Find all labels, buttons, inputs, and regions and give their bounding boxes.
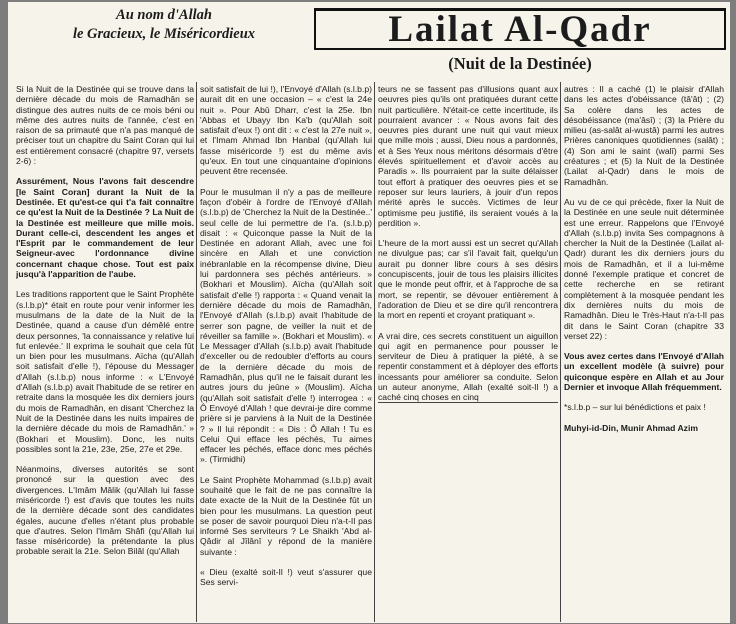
paragraph: Les traditions rapportent que le Saint Prophète (s.l.b.p)* était en route pour venir informer les musulmans de la date de la Nuit de la Destinée, quand a cause d'un démêlé entre deux personnes, 'la connaissance y relative lui fut enlevée.' Il exprima le souhait que cela fût un bien pour les musulmans. Aïcha (qu'Allah soit satisfait d'elle !), l'épouse du Messager d'Allah (s.l.b.p) nous informe : « L'Envoyé d'Allah (s.l.b.p) avait l'habitude de se retirer en retraite dans la mosquée les dix derniers jours du mois de Ramadhân, en disant 'Cherchez la Nuit de la Destinée dans les nuits impaires de la dernière décade du mois de Ramadhân.' » (Bokhari et Mouslim). Donc, les nuits possibles sont la 21e, 23e, 25e, 27e et 29e.	[16, 289, 194, 454]
paragraph: Au vu de ce qui précède, fixer la Nuit de la Destinée en une seule nuit déterminée est une erreur. Rappelons que l'Envoyé d'Allah (s.l.b.p) invita Ses compagnons à chercher la Nuit de la Destinée (Lailat al-Qadr) durant les dix derniers jours du mois de Ramadhân, et il a lui-même donné l'exemple pratique et concret de cette recherche en se retirant complètement à la mosquée pendant les dix dernières nuits du mois de Ramadhân. Dieu le Très-Haut n'a-t-Il pas dit dans le Saint Coran (chapitre 33 verset 22) :	[564, 196, 724, 341]
paragraph: *s.l.b.p – sur lui bénédictions et paix !	[564, 402, 706, 413]
column-divider	[196, 82, 197, 622]
column-3-bottom-rule	[378, 402, 558, 403]
paragraph: A vrai dire, ces secrets constituent un aiguillon qui agit en permanence pour pousser le serviteur de Dieu à pratiquer la piété, à se repentir constamment et à déployer des efforts incessants pour améliorer sa conduite. Selon un auteur anonyme, Allah (exalté soit-Il !) a caché cinq choses en cinq	[378, 330, 558, 403]
paragraph: teurs ne se fassent pas d'illusions quant aux oeuvres pies qu'ils ont pratiquées durant cette nuit particulière. N'était-ce cette incertitude, ils pourraient avancer : « Nous avons fait des oeuvres pies durant une nuit qui vaut mieux que mille mois ; aussi, Dieu nous a pardonnés, et à Ses Yeux nous méritons désormais d'être élevés spirituellement et d'avoir accès au Paradis ». Ils pourraient par la suite délaisser tout effort à pratiquer des oeuvres pies et se reposer sur leurs lauriers, à jouir d'un repos mérité après le succès. Victimes de leur optimisme peu justifié, ils seraient voués à la perdition ».	[378, 84, 558, 228]
column-divider	[374, 82, 375, 622]
motto	[20, 6, 308, 46]
paragraph: « Dieu (exalté soit-Il !) veut s'assurer que Ses servi-	[200, 567, 372, 588]
column-2	[200, 84, 372, 620]
column-divider	[560, 82, 561, 622]
newspaper-clipping	[8, 2, 730, 623]
motto-line-1: Au nom d'Allah	[116, 7, 212, 23]
paragraph: L'heure de la mort aussi est un secret qu'Allah ne divulgue pas; car s'il l'avait fait, quelqu'un aurait pu donner libre cours à ses désirs concupiscents, jouir de tous les plaisirs illicites que le monde peut offrir, et à l'approche de sa mort, se repentir, se dévouer entièrement à l'adoration de Dieu et se dire qu'il rencontrera la mort en repenti et croyant pratiquant ».	[378, 238, 558, 321]
paragraph: Assurément, Nous l'avons fait descendre [le Saint Coran] durant la Nuit de la Destinée. Et qu'est-ce qui t'a fait connaître ce qu'est la Nuit de la Destinée ? La Nuit de la Destinée est meilleure que mille mois. Durant celle-ci, descendent les anges et l'Esprit par le commandement de leur Seigneur-avec l'ordonnance divine concernant chaque chose. Tout est paix jusqu'à l'apparition de l'aube.	[16, 176, 194, 280]
paragraph: soit satisfait de lui !), l'Envoyé d'Allah (s.l.b.p) aurait dit en une occasion – « c'est la 24e nuit ». Pour Abû Dharr, c'est la 25e. Ibn 'Abbas et Ubayy Ibn Ka'b (qu'Allah soit satisfait d'eux !) ont dit : « c'est la 27e nuit », et l'Imam Ahmad Ibn Hanbal (qu'Allah lui fasse miséricorde !) est du même avis qu'eux. En tout une cinquantaine d'opinions peuvent être recensée.	[200, 84, 372, 177]
title-box	[314, 8, 726, 50]
paragraph: Si la Nuit de la Destinée qui se trouve dans la dernière décade du mois de Ramadhân se distingue des autres nuits de ce mois béni ou même des autres nuits de l'année, c'est en raison de sa primauté que n'a pas manqué de préciser tout un chapitre du Saint Coran qui lui est entièrement consacré (chapitre 97, versets 2-6) :	[16, 84, 194, 167]
column-4	[564, 84, 724, 620]
paragraph: Néanmoins, diverses autorités se sont prononcé sur la question avec des divergences. L'Imâm Mâlik (qu'Allah lui fasse miséricorde !) est d'avis que toutes les nuits de la dernière décade sont des candidates égales, aucune d'elles n'étant plus probable que d'autres. Selon l'Imâm Shâfi (qu'Allah lui fasse miséricorde) la prétendante la plus probable serait la 21e. Selon Bilâl (qu'Allah	[16, 464, 194, 557]
paragraph: Vous avez certes dans l'Envoyé d'Allah un excellent modèle (à suivre) pour quiconque espère en Allah et au Jour Dernier et invoque Allah fréquemment.	[564, 351, 724, 393]
paragraph: Pour le musulman il n'y a pas de meilleure façon d'obéir à l'ordre de l'Envoyé d'Allah (s.l.b.p) de 'Cherchez la Nuit de la Destinée..' seul celle de lui permettre de l'a. (s.l.b.p) disait : « Quiconque passe la Nuit de la Destinée en adorant Allah, avec une foi sincère en Allah et une conviction inébranlable en la récompense divine, Dieu lui pardonnera ses péchés antérieurs. » (Bokhari et Mouslim). Aïcha (qu'Allah soit satisfait d'elle !) rapporta : « Quand venait la dernière décade du mois de Ramadhân, l'Envoyé d'Allah (s.l.b.p) avait l'habitude de serrer son pagne, de veiller la nuit et de réveiller sa famille ». (Bokhari et Mouslim). « Le Messager d'Allah (s.l.b.p) avait l'habitude d'exceller ou de redoubler d'efforts au cours de la dernière décade du mois de Ramadhân, plus qu'il ne le faisait durant les autres jours du jeûne » (Mouslim). Aïcha (qu'Allah soit satisfait d'elle !) interrogea : « Ô Envoyé d'Allah ! que devrai-je dire comme prière si je parviens à la Nuit de la Destinée ? » Il lui répondit : « Dis : Ô Allah ! Tu es Celui Qui efface les péchés, Tu aimes effacer les péchés, efface donc mes péchés ». (Tirmidhi)	[200, 186, 372, 465]
motto-line-2: le Gracieux, le Miséricordieux	[72, 26, 256, 42]
article-subtitle: (Nuit de la Destinée)	[448, 54, 592, 73]
column-1	[16, 84, 194, 620]
paragraph: Muhyi-id-Din, Munir Ahmad Azim	[564, 422, 698, 433]
column-3	[378, 84, 558, 620]
paragraph: autres : Il a caché (1) le plaisir d'Allah dans les actes d'obéissance (tâ'ât) ; (2) Sa colère dans les actes de désobéissance (ma'âsî) ; (3) la Prière du milieu (as-salât al-wustâ) parmi les autres Prières canoniques quotidiennes (salât) ; (4) Son ami le saint (walî) parmi Ses créatures ; et (5) la Nuit de la Destinée (Lailat al-Qadr) dans le mois de Ramadhân.	[564, 84, 724, 187]
paragraph: Le Saint Prophète Mohammad (s.l.b.p) avait souhaité que le fait de ne pas connaître la date exacte de la Nuit de la Destinée fût un bien pour les musulmans. La question peut se poser de savoir pourquoi Dieu n'a-t-Il pas informé Ses serviteurs ? Le Shaikh 'Abd al-Qâdir al Jîlânî y répond de la manière suivante :	[200, 474, 372, 557]
article-title: Lailat Al-Qadr	[388, 8, 652, 50]
